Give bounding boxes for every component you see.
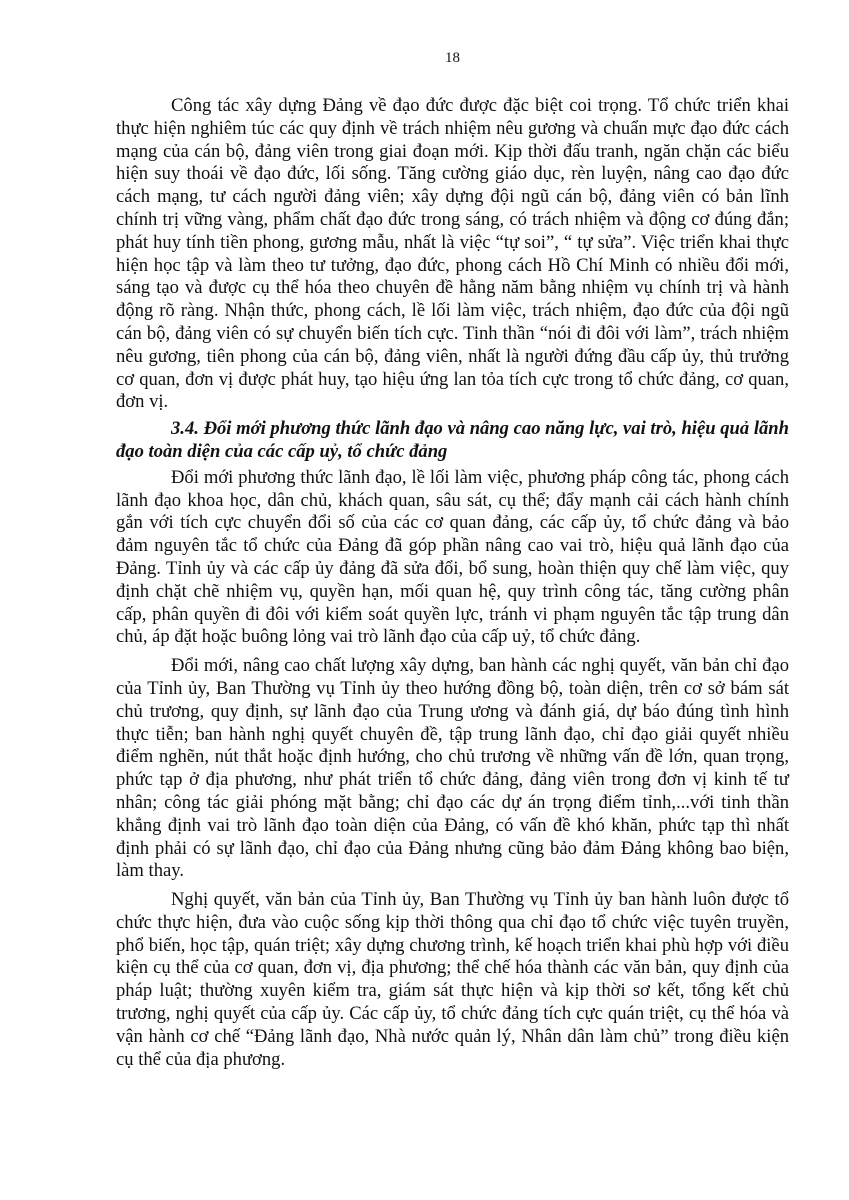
section-heading-3-4: 3.4. Đổi mới phương thức lãnh đạo và nâng cao năng lực, vai trò, hiệu quả lãnh đạo toàn diện của các cấp uỷ, tổ chức đảng [116,418,789,462]
page-number: 18 [445,50,460,66]
paragraph-leadership-method: Đổi mới phương thức lãnh đạo, lề lối làm việc, phương pháp công tác, phong cách lãnh đạo khoa học, dân chủ, khách quan, sâu sát, cụ thể; đẩy mạnh cải cách hành chính gắn với tích cực chuyển đổi số của các cơ quan đảng, các cấp ủy, tổ chức đảng và bảo đảm nguyên tắc tổ chức của Đảng đã góp phần nâng cao vai trò, hiệu quả lãnh đạo của Đảng. Tỉnh ủy và các cấp ủy đảng đã sửa đổi, bổ sung, hoàn thiện quy chế làm việc, quy định chặt chẽ nhiệm vụ, quyền hạn, mối quan hệ, quy trình công tác, tăng cường phân cấp, phân quyền đi đôi với kiểm soát quyền lực, tránh vi phạm nguyên tắc tập trung dân chủ, áp đặt hoặc buông lỏng vai trò lãnh đạo của cấp uỷ, tổ chức đảng. [116,466,789,648]
paragraph-resolutions-implementation: Nghị quyết, văn bản của Tỉnh ủy, Ban Thường vụ Tỉnh ủy ban hành luôn được tổ chức thực hiện, đưa vào cuộc sống kịp thời thông qua chỉ đạo tổ chức việc tuyên truyền, phổ biến, học tập, quán triệt; xây dựng chương trình, kế hoạch triển khai phù hợp với điều kiện cụ thể của cơ quan, đơn vị, địa phương; thể chế hóa thành các văn bản, quy định của pháp luật; thường xuyên kiểm tra, giám sát thực hiện và kịp thời sơ kết, tổng kết chủ trương, nghị quyết của cấp ủy. Các cấp ủy, tổ chức đảng tích cực quán triệt, cụ thể hóa và vận hành cơ chế “Đảng lãnh đạo, Nhà nước quản lý, Nhân dân làm chủ” trong điều kiện cụ thể của địa phương. [116,889,789,1070]
paragraph-party-ethics: Công tác xây dựng Đảng về đạo đức được đặc biệt coi trọng. Tổ chức triển khai thực hiện nghiêm túc các quy định về trách nhiệm nêu gương và chuẩn mực đạo đức cách mạng của cán bộ, đảng viên trong giai đoạn mới. Kịp thời đấu tranh, ngăn chặn các biểu hiện suy thoái về đạo đức, lối sống. Tăng cường giáo dục, rèn luyện, nâng cao đạo đức cách mạng, tư cách người đảng viên; xây dựng đội ngũ cán bộ, đảng viên có bản lĩnh chính trị vững vàng, phẩm chất đạo đức trong sáng, có trách nhiệm và động cơ đúng đắn; phát huy tính tiền phong, gương mẫu, nhất là việc “tự soi”, “ tự sửa”. Việc triển khai thực hiện học tập và làm theo tư tưởng, đạo đức, phong cách Hồ Chí Minh có nhiều đổi mới, sáng tạo và được cụ thể hóa theo chuyên đề hằng năm bằng nhiệm vụ chính trị và hành động rõ ràng. Nhận thức, phong cách, lề lối làm việc, trách nhiệm, đạo đức của đội ngũ cán bộ, đảng viên có sự chuyển biến tích cực. Tinh thần “nói đi đôi với làm”, trách nhiệm nêu gương, tiên phong của cán bộ, đảng viên, nhất là người đứng đầu cấp ủy, thủ trưởng cơ quan, đơn vị được phát huy, tạo hiệu ứng lan tỏa tích cực trong tổ chức đảng, cơ quan, đơn vị. [116,95,789,413]
paragraph-resolutions-quality: Đổi mới, nâng cao chất lượng xây dựng, ban hành các nghị quyết, văn bản chỉ đạo của Tỉnh ủy, Ban Thường vụ Tỉnh ủy theo hướng đồng bộ, toàn diện, trên cơ sở bám sát chủ trương, quy định, sự lãnh đạo của Trung ương và đánh giá, dự báo đúng tình hình thực tiễn; ban hành nghị quyết chuyên đề, tập trung lãnh đạo, chỉ đạo giải quyết nhiều điểm nghẽn, nút thắt hoặc định hướng, cho chủ trương về những vấn đề lớn, quan trọng, phức tạp ở địa phương, như phát triển tổ chức đảng, đảng viên trong đơn vị kinh tế tư nhân; công tác giải phóng mặt bằng; chỉ đạo các dự án trọng điểm tỉnh,...với tinh thần khẳng định vai trò lãnh đạo toàn diện của Đảng, có vấn đề khó khăn, phức tạp thì nhất định phải có sự lãnh đạo, chỉ đạo của Đảng nhưng cũng bảo đảm Đảng không bao biện, làm thay. [116,655,789,882]
